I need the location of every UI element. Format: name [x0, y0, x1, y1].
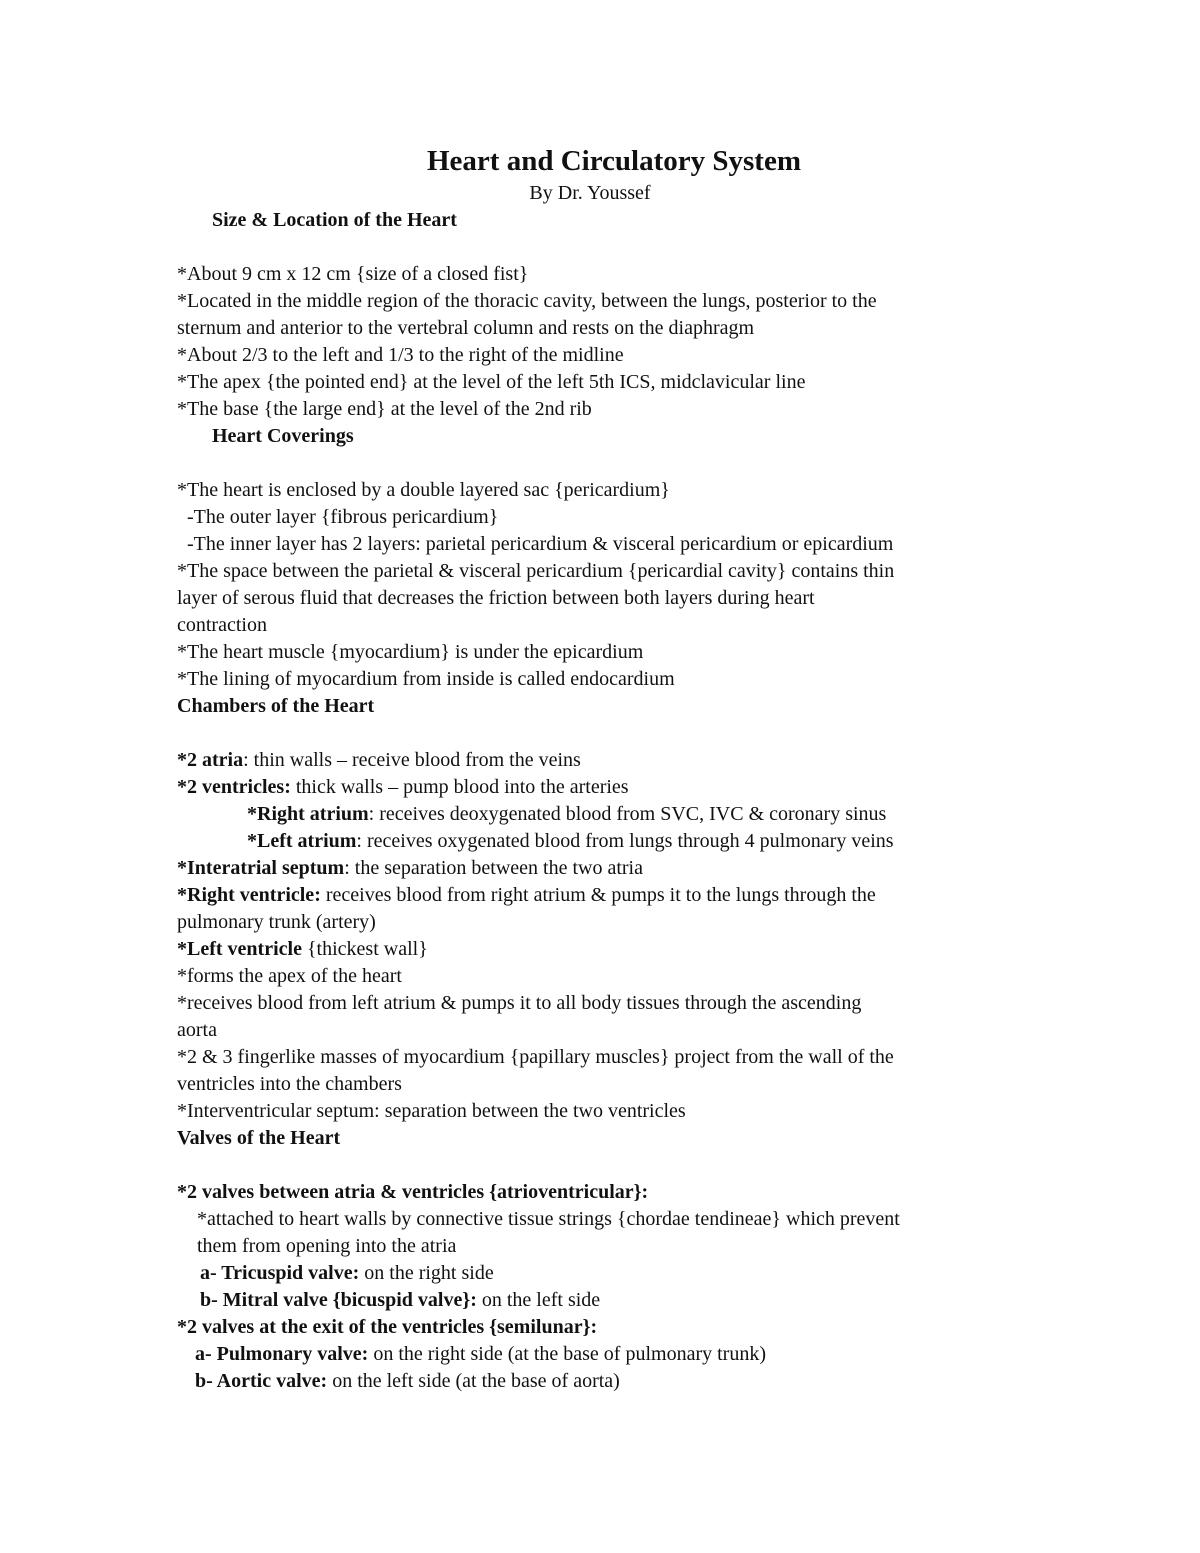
- text-line: -The outer layer {fibrous pericardium}: [187, 506, 499, 528]
- text-line-tricuspid: [177, 1260, 1037, 1287]
- definition: on the left side: [476, 1289, 601, 1311]
- section-heading-coverings: Heart Coverings: [212, 425, 354, 447]
- term: *2 atria: [177, 749, 244, 771]
- text-line: aorta: [177, 1019, 217, 1041]
- section-heading-size-location: Size & Location of the Heart: [212, 209, 457, 231]
- definition: : receives deoxygenated blood from SVC, IVC & coronary sinus: [368, 803, 887, 825]
- term: b- Mitral valve {bicuspid valve}:: [200, 1289, 477, 1311]
- text-line: *The heart is enclosed by a double layered sac {pericardium}: [177, 479, 670, 501]
- text-line: *About 9 cm x 12 cm {size of a closed fist}: [177, 263, 529, 285]
- definition: on the right side: [359, 1262, 494, 1284]
- text-line: *The space between the parietal & visceral pericardium {pericardial cavity} contains thin: [177, 560, 895, 582]
- text-line: *The apex {the pointed end} at the level of the left 5th ICS, midclavicular line: [177, 371, 806, 393]
- text-line-left-atrium: [177, 828, 1037, 855]
- term: *Right atrium: [247, 803, 369, 825]
- text-line-right-ventricle: [177, 882, 1037, 909]
- text-line: sternum and anterior to the vertebral column and rests on the diaphragm: [177, 317, 755, 339]
- definition: {thickest wall}: [301, 938, 428, 960]
- text-line: *Located in the middle region of the thoracic cavity, between the lungs, posterior to the: [177, 290, 877, 312]
- text-line-right-atrium: [177, 801, 1037, 828]
- text-line: ventricles into the chambers: [177, 1073, 402, 1095]
- text-line: them from opening into the atria: [197, 1235, 457, 1257]
- text-line-aortic: [177, 1368, 1037, 1395]
- text-line-pulmonary: [177, 1341, 1037, 1368]
- definition: receives blood from right atrium & pumps it to the lungs through the: [320, 884, 876, 906]
- term: *Interatrial septum: [177, 857, 345, 879]
- text-line-ventricles: [177, 774, 1037, 801]
- term: *2 ventricles:: [177, 776, 291, 798]
- text-line-mitral: [177, 1287, 1037, 1314]
- text-line: -The inner layer has 2 layers: parietal pericardium & visceral pericardium or epicardium: [187, 533, 894, 555]
- definition: on the left side (at the base of aorta): [327, 1370, 620, 1392]
- term: a- Tricuspid valve:: [200, 1262, 360, 1284]
- definition: : thin walls – receive blood from the veins: [243, 749, 581, 771]
- definition: : receives oxygenated blood from lungs through 4 pulmonary veins: [356, 830, 894, 852]
- text-line: *2 & 3 fingerlike masses of myocardium {papillary muscles} project from the wall of the: [177, 1046, 894, 1068]
- text-line: *Interventricular septum: separation between the two ventricles: [177, 1100, 686, 1122]
- text-line-atria: [177, 747, 1037, 774]
- subheading-atrioventricular: *2 valves between atria & ventricles {atrioventricular}:: [177, 1181, 649, 1203]
- section-heading-valves: Valves of the Heart: [177, 1127, 341, 1149]
- term: a- Pulmonary valve:: [195, 1343, 369, 1365]
- text-line: *The base {the large end} at the level of the 2nd rib: [177, 398, 592, 420]
- term: *Left ventricle: [177, 938, 302, 960]
- text-line-interatrial: [177, 855, 1037, 882]
- text-line: contraction: [177, 614, 267, 636]
- text-line-left-ventricle: [177, 936, 1037, 963]
- section-heading-chambers: Chambers of the Heart: [177, 695, 375, 717]
- term: *Left atrium: [247, 830, 357, 852]
- document-author: By Dr. Youssef: [529, 182, 651, 204]
- subheading-semilunar: *2 valves at the exit of the ventricles {semilunar}:: [177, 1316, 598, 1338]
- text-line: layer of serous fluid that decreases the friction between both layers during heart: [177, 587, 815, 609]
- spacer: [177, 450, 1037, 477]
- term: b- Aortic valve:: [195, 1370, 328, 1392]
- definition: thick walls – pump blood into the arteries: [290, 776, 629, 798]
- text-line: *About 2/3 to the left and 1/3 to the right of the midline: [177, 344, 624, 366]
- spacer: [177, 720, 1037, 747]
- definition: : the separation between the two atria: [344, 857, 643, 879]
- document-body: [177, 207, 1037, 1395]
- spacer: [177, 234, 1037, 261]
- term: *Right ventricle:: [177, 884, 321, 906]
- text-line: *The lining of myocardium from inside is called endocardium: [177, 668, 675, 690]
- definition: on the right side (at the base of pulmonary trunk): [368, 1343, 766, 1365]
- text-line: *The heart muscle {myocardium} is under the epicardium: [177, 641, 644, 663]
- document-title: Heart and Circulatory System: [427, 145, 801, 177]
- text-line: *attached to heart walls by connective tissue strings {chordae tendineae} which prevent: [197, 1208, 900, 1230]
- text-line: pulmonary trunk (artery): [177, 911, 376, 933]
- text-line: *receives blood from left atrium & pumps it to all body tissues through the ascending: [177, 992, 862, 1014]
- text-line: *forms the apex of the heart: [177, 965, 402, 987]
- spacer: [177, 1152, 1037, 1179]
